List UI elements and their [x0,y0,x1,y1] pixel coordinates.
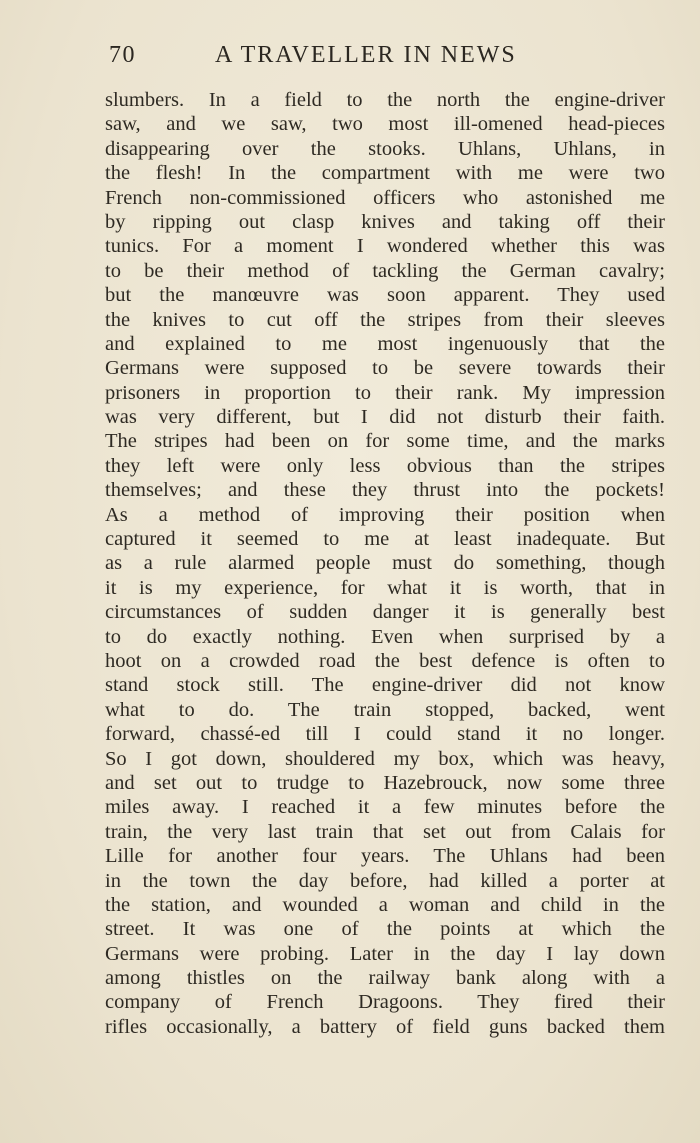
running-head: A TRAVELLER IN NEWS [215,42,517,68]
text-line: it is my experience, for what it is worth, that in [105,576,665,599]
body-text [105,88,665,1039]
text-line: in the town the day before, had killed a porter at [105,869,665,892]
text-line: but the manœuvre was soon apparent. They used [105,284,665,307]
text-line: they left were only less obvious than the stripes [105,454,665,477]
text-line: hoot on a crowded road the best defence is often to [105,649,665,672]
text-line: company of French Dragoons. They fired their [105,991,665,1014]
text-line: Germans were probing. Later in the day I lay down [105,942,665,965]
text-line: slumbers. In a field to the north the engine-driver [105,89,665,111]
text-line: The stripes had been on for some time, and the marks [105,430,665,453]
text-line: the station, and wounded a woman and child in the [105,893,665,916]
text-line: French non-commissioned officers who astonished me [105,186,665,209]
text-line: the flesh! In the compartment with me were two [105,162,665,185]
page-number: 70 [109,42,136,68]
text-line: forward, chassé-ed till I could stand it no longer. [105,723,665,746]
text-line: to be their method of tackling the German cavalry; [105,259,665,282]
text-line: captured it seemed to me at least inadequate. But [105,528,665,551]
text-line: what to do. The train stopped, backed, went [105,698,665,721]
text-line: was very different, but I did not disturb their faith. [105,406,665,429]
text-line: the knives to cut off the stripes from their sleeves [105,308,665,331]
text-line: disappearing over the stooks. Uhlans, Uhlans, in [105,137,665,160]
text-line: Germans were supposed to be severe towards their [105,357,665,380]
text-line: to do exactly nothing. Even when surprised by a [105,625,665,648]
text-line: saw, and we saw, two most ill-omened head-pieces [105,113,665,136]
text-line: among thistles on the railway bank along with a [105,967,665,990]
text-line: circumstances of sudden danger it is generally best [105,601,665,624]
text-line: and set out to trudge to Hazebrouck, now some three [105,771,665,794]
text-line: tunics. For a moment I wondered whether this was [105,235,665,258]
text-line: rifles occasionally, a battery of field guns backed them [105,1015,665,1038]
page-header [109,42,569,78]
text-line: train, the very last train that set out from Calais for [105,820,665,843]
text-line: prisoners in proportion to their rank. My impression [105,381,665,404]
text-line: Lille for another four years. The Uhlans had been [105,845,665,868]
text-line: and explained to me most ingenuously that the [105,332,665,355]
text-line: street. It was one of the points at which the [105,918,665,941]
text-line: As a method of improving their position when [105,503,665,526]
text-line: by ripping out clasp knives and taking off their [105,210,665,233]
text-line: as a rule alarmed people must do something, though [105,552,665,575]
text-line: So I got down, shouldered my box, which was heavy, [105,747,665,770]
text-line: miles away. I reached it a few minutes before the [105,796,665,819]
text-line: themselves; and these they thrust into the pockets! [105,479,665,502]
text-line: stand stock still. The engine-driver did not know [105,674,665,697]
